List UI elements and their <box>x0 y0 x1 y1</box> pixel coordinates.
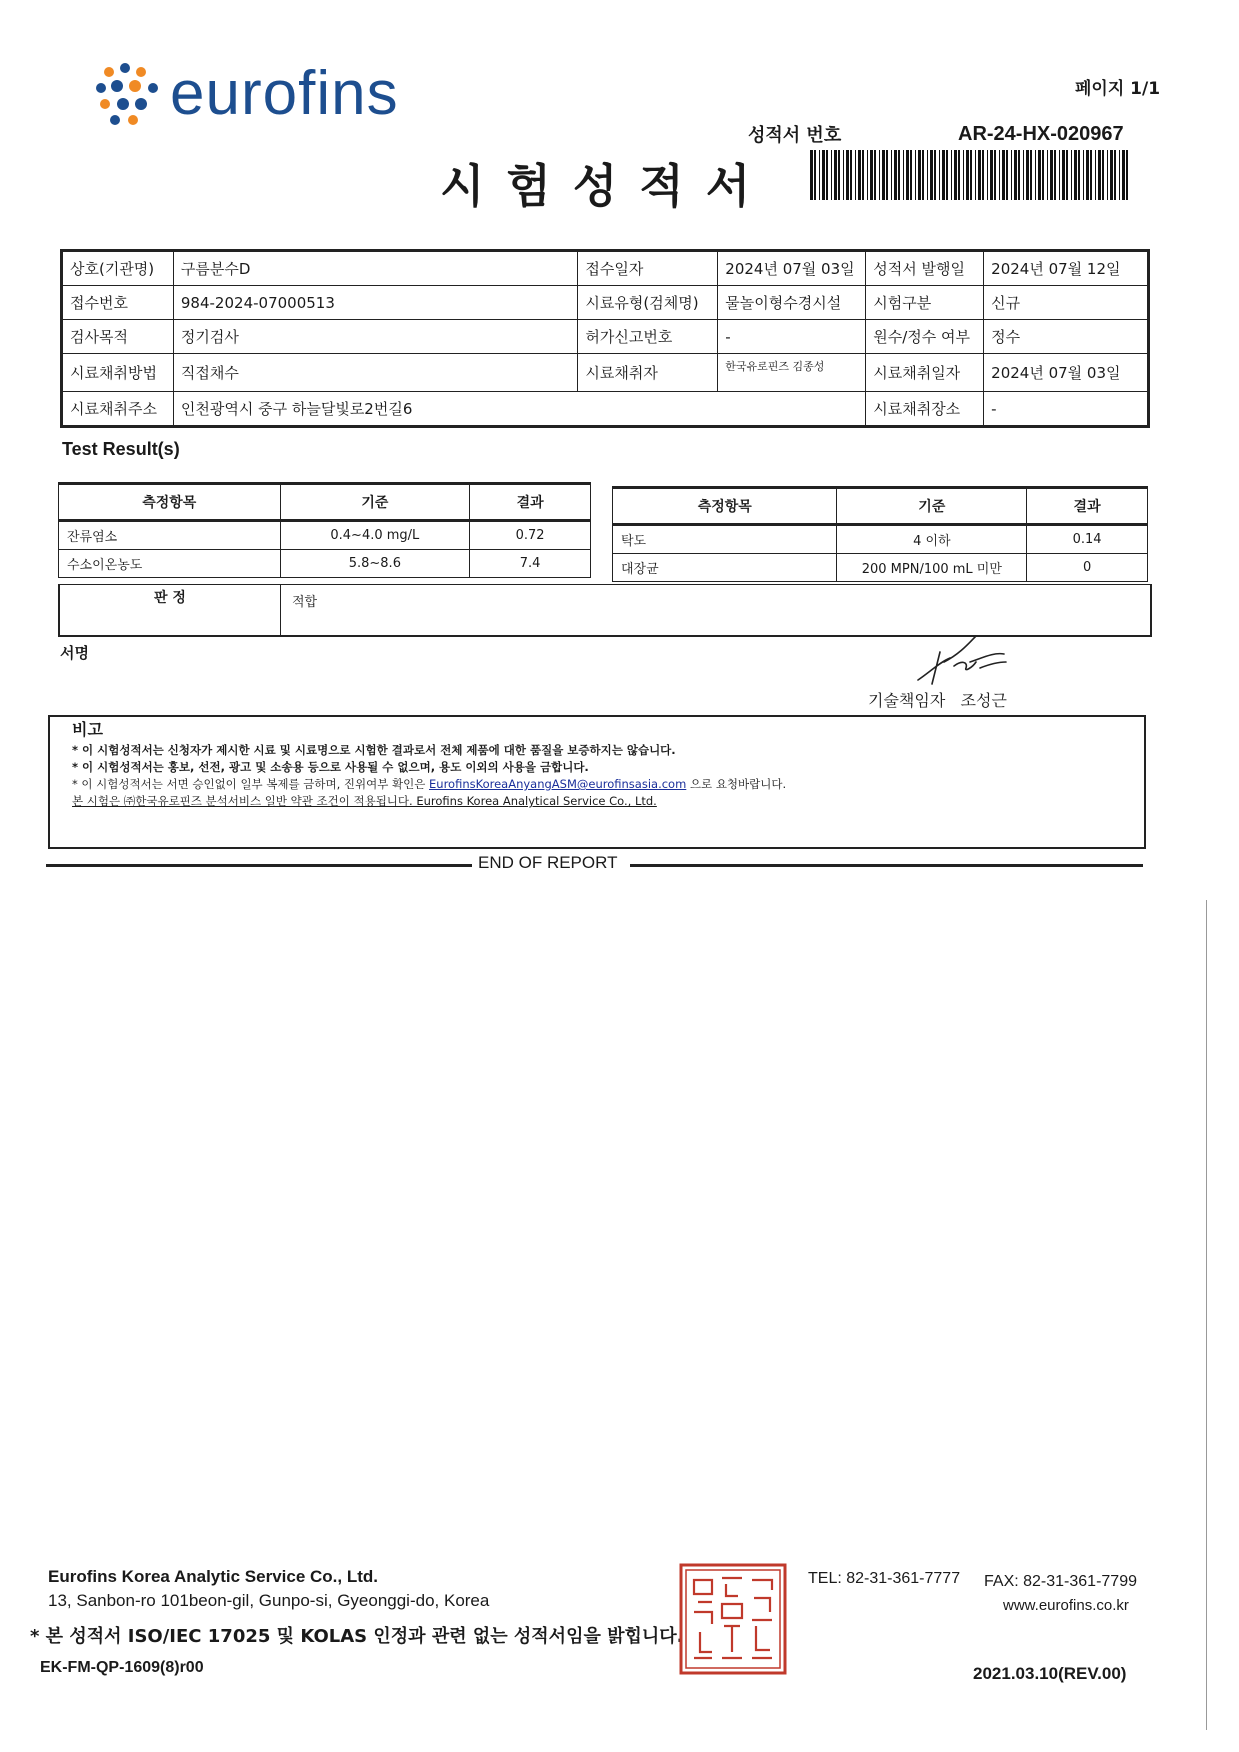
sample-info-table <box>60 249 1150 428</box>
remark-line3-suffix: 으로 요청바랍니다. <box>689 777 787 791</box>
header-result: 결과 <box>470 484 591 521</box>
standard-cell: 200 MPN/100 mL 미만 <box>837 554 1027 582</box>
barcode-bar <box>1071 150 1072 200</box>
divider <box>46 864 472 867</box>
collector-label: 시료채취자 <box>578 354 718 392</box>
barcode-bar <box>1119 150 1120 200</box>
item-cell: 탁도 <box>613 525 837 554</box>
barcode-bar <box>1054 150 1056 200</box>
raw-water-value: 정수 <box>984 320 1149 354</box>
purpose-value: 정기검사 <box>173 320 578 354</box>
barcode-bar <box>846 150 849 200</box>
barcode-bar <box>814 150 816 200</box>
sample-type-value: 물놀이형수경시설 <box>718 286 866 320</box>
handwritten-signature-icon <box>910 632 1010 688</box>
barcode-bar <box>1002 150 1005 200</box>
barcode-bar <box>886 150 888 200</box>
address-label: 시료채취주소 <box>62 392 174 427</box>
header-item: 측정항목 <box>59 484 281 521</box>
barcode-icon <box>810 150 1130 200</box>
end-of-report: END OF REPORT <box>478 853 618 872</box>
barcode-bar <box>1102 150 1104 200</box>
result-cell: 0.72 <box>470 521 591 550</box>
barcode-bar <box>862 150 864 200</box>
remark-line: * 이 시험성적서는 홍보, 선전, 광고 및 소송용 등으로 사용될 수 없으며, 용도 이외의 사용을 금합니다. <box>72 760 589 774</box>
eurofins-logo-icon <box>95 62 163 126</box>
barcode-bar <box>946 150 948 200</box>
method-label: 시료채취방법 <box>62 354 174 392</box>
header-result: 결과 <box>1027 488 1148 525</box>
footer-fax: FAX: 82-31-361-7799 <box>984 1573 1137 1590</box>
results-header-row <box>59 484 591 521</box>
sample-type-label: 시료유형(검체명) <box>578 286 718 320</box>
barcode-bar <box>822 150 825 200</box>
barcode-bar <box>982 150 984 200</box>
issue-date-value: 2024년 07월 12일 <box>984 251 1149 286</box>
item-cell: 대장균 <box>613 554 837 582</box>
barcode-bar <box>1107 150 1108 200</box>
remarks-box <box>48 715 1146 849</box>
footer-company: Eurofins Korea Analytic Service Co., Ltd. <box>48 1567 379 1586</box>
address-value: 인천광역시 중구 하늘달빛로2번길6 <box>173 392 865 427</box>
standard-cell: 0.4~4.0 mg/L <box>280 521 470 550</box>
barcode-bar <box>1086 150 1089 200</box>
divider <box>630 864 1143 867</box>
report-number-label: 성적서 번호 <box>748 125 842 146</box>
barcode-bar <box>927 150 928 200</box>
footer-website[interactable]: www.eurofins.co.kr <box>1003 1597 1129 1614</box>
info-row <box>62 251 1149 286</box>
barcode-bar <box>834 150 837 200</box>
table-row <box>59 550 591 578</box>
item-cell: 잔류염소 <box>59 521 281 550</box>
permit-value: - <box>718 320 866 354</box>
barcode-bar <box>934 150 936 200</box>
barcode-bar <box>1011 150 1012 200</box>
barcode-bar <box>1083 150 1084 200</box>
revision: 2021.03.10(REV.00) <box>973 1664 1127 1683</box>
signer <box>868 688 1007 711</box>
verdict-box <box>58 584 1152 637</box>
barcode-bar <box>1006 150 1008 200</box>
barcode-bar <box>958 150 960 200</box>
remark-line: 본 시험은 ㈜한국유로핀즈 분석서비스 일반 약관 조건이 적용됩니다. Eurofins Korea Analytical Service Co., Ltd. <box>72 794 657 808</box>
barcode-bar <box>1059 150 1060 200</box>
place-label: 시료채취장소 <box>866 392 984 427</box>
page-number: 페이지 1/1 <box>1075 79 1161 99</box>
table-row <box>613 525 1148 554</box>
barcode-bar <box>898 150 900 200</box>
barcode-bar <box>894 150 897 200</box>
barcode-bar <box>891 150 892 200</box>
info-row <box>62 354 1149 392</box>
company-seal-stamp-icon <box>678 1562 788 1676</box>
barcode-bar <box>1023 150 1024 200</box>
test-type-label: 시험구분 <box>866 286 984 320</box>
remarks-title: 비고 <box>72 720 103 739</box>
receipt-date-value: 2024년 07월 03일 <box>718 251 866 286</box>
barcode-bar <box>1122 150 1125 200</box>
barcode-bar <box>858 150 861 200</box>
standard-cell: 5.8~8.6 <box>280 550 470 578</box>
barcode-bar <box>1062 150 1065 200</box>
table-row <box>613 554 1148 582</box>
barcode-bar <box>810 150 813 200</box>
collector-value: 한국유로핀즈 김종성 <box>718 354 866 392</box>
footer-tel: TEL: 82-31-361-7777 <box>808 1570 961 1587</box>
barcode-bar <box>975 150 976 200</box>
test-type-value: 신규 <box>984 286 1149 320</box>
barcode-bar <box>882 150 885 200</box>
issue-date-label: 성적서 발행일 <box>866 251 984 286</box>
standard-cell: 4 이하 <box>837 525 1027 554</box>
barcode-bar <box>922 150 924 200</box>
barcode-bar <box>1014 150 1017 200</box>
receipt-date-label: 접수일자 <box>578 251 718 286</box>
footer-notice: * 본 성적서 ISO/IEC 17025 및 KOLAS 인정과 관련 없는 성적서임을 밝힙니다. <box>30 1626 684 1647</box>
barcode-bar <box>1066 150 1068 200</box>
signer-title: 기술책임자 <box>868 691 946 710</box>
barcode-bar <box>826 150 828 200</box>
table-row <box>59 521 591 550</box>
form-code: EK-FM-QP-1609(8)r00 <box>40 1659 204 1676</box>
company-value: 구름분수D <box>173 251 578 286</box>
barcode-bar <box>970 150 972 200</box>
barcode-bar <box>951 150 952 200</box>
barcode-bar <box>942 150 945 200</box>
receipt-no-label: 접수번호 <box>62 286 174 320</box>
header-standard: 기준 <box>837 488 1027 525</box>
item-cell: 수소이온농도 <box>59 550 281 578</box>
barcode-bar <box>930 150 933 200</box>
barcode-bar <box>831 150 832 200</box>
remark-line3-prefix: * 이 시험성적서는 서면 승인없이 일부 복제를 금하며, 진위여부 확인은 <box>72 777 426 791</box>
method-value: 직접채수 <box>173 354 578 392</box>
company-label: 상호(기관명) <box>62 251 174 286</box>
barcode-bar <box>963 150 964 200</box>
results-header-row <box>613 488 1148 525</box>
barcode-bar <box>1035 150 1036 200</box>
signer-name: 조성근 <box>960 691 1007 710</box>
eurofins-logo-text: eurofins <box>170 59 399 128</box>
header-standard: 기준 <box>280 484 470 521</box>
barcode-bar <box>939 150 940 200</box>
test-results-heading: Test Result(s) <box>62 439 180 459</box>
collect-date-value: 2024년 07월 03일 <box>984 354 1149 392</box>
barcode-bar <box>1018 150 1020 200</box>
collect-date-label: 시료채취일자 <box>866 354 984 392</box>
result-cell: 0 <box>1027 554 1148 582</box>
page-edge-line <box>1206 900 1207 1730</box>
footer-address: 13, Sanbon-ro 101beon-gil, Gunpo-si, Gyeonggi-do, Korea <box>48 1591 490 1610</box>
barcode-bar <box>1110 150 1113 200</box>
barcode-bar <box>867 150 868 200</box>
barcode-bar <box>1095 150 1096 200</box>
barcode-bar <box>966 150 969 200</box>
signature-label: 서명 <box>60 644 89 662</box>
barcode-bar <box>999 150 1000 200</box>
barcode-bar <box>843 150 844 200</box>
barcode-bar <box>1050 150 1053 200</box>
barcode-bar <box>994 150 996 200</box>
barcode-bar <box>879 150 880 200</box>
result-cell: 0.14 <box>1027 525 1148 554</box>
barcode-bar <box>1098 150 1101 200</box>
place-value: - <box>984 392 1149 427</box>
document-title: 시험성적서 <box>440 159 773 213</box>
verdict-value: 적합 <box>292 595 318 610</box>
report-number: AR-24-HX-020967 <box>958 123 1124 145</box>
receipt-no-value: 984-2024-07000513 <box>173 286 578 320</box>
permit-label: 허가신고번호 <box>578 320 718 354</box>
barcode-bar <box>918 150 921 200</box>
barcode-bar <box>954 150 957 200</box>
barcode-bar <box>1090 150 1092 200</box>
barcode-bar <box>819 150 820 200</box>
remark-line <box>72 776 786 792</box>
barcode-bar <box>990 150 993 200</box>
barcode-bar <box>1038 150 1041 200</box>
barcode-bar <box>906 150 909 200</box>
barcode-bar <box>850 150 852 200</box>
barcode-bar <box>1126 150 1128 200</box>
barcode-bar <box>1030 150 1032 200</box>
info-row <box>62 286 1149 320</box>
verdict-label: 판 정 <box>60 585 281 635</box>
barcode-bar <box>1114 150 1116 200</box>
barcode-bar <box>903 150 904 200</box>
header-item: 측정항목 <box>613 488 837 525</box>
barcode-bar <box>1078 150 1080 200</box>
info-row <box>62 320 1149 354</box>
results-table-right <box>612 486 1148 582</box>
contact-email-link[interactable]: EurofinsKoreaAnyangASM@eurofinsasia.com <box>429 777 687 791</box>
barcode-bar <box>870 150 873 200</box>
remark-line: * 이 시험성적서는 신청자가 제시한 시료 및 시료명으로 시험한 결과로서 전체 제품에 대한 품질을 보증하지는 않습니다. <box>72 743 676 757</box>
barcode-bar <box>874 150 876 200</box>
barcode-bar <box>1042 150 1044 200</box>
raw-water-label: 원수/정수 여부 <box>866 320 984 354</box>
barcode-bar <box>1047 150 1048 200</box>
purpose-label: 검사목적 <box>62 320 174 354</box>
barcode-bar <box>910 150 912 200</box>
barcode-bar <box>1026 150 1029 200</box>
barcode-bar <box>1074 150 1077 200</box>
barcode-bar <box>978 150 981 200</box>
barcode-bar <box>838 150 840 200</box>
barcode-bar <box>855 150 856 200</box>
results-table-left <box>58 482 591 578</box>
barcode-bar <box>915 150 916 200</box>
info-row <box>62 392 1149 427</box>
barcode-bar <box>987 150 988 200</box>
result-cell: 7.4 <box>470 550 591 578</box>
